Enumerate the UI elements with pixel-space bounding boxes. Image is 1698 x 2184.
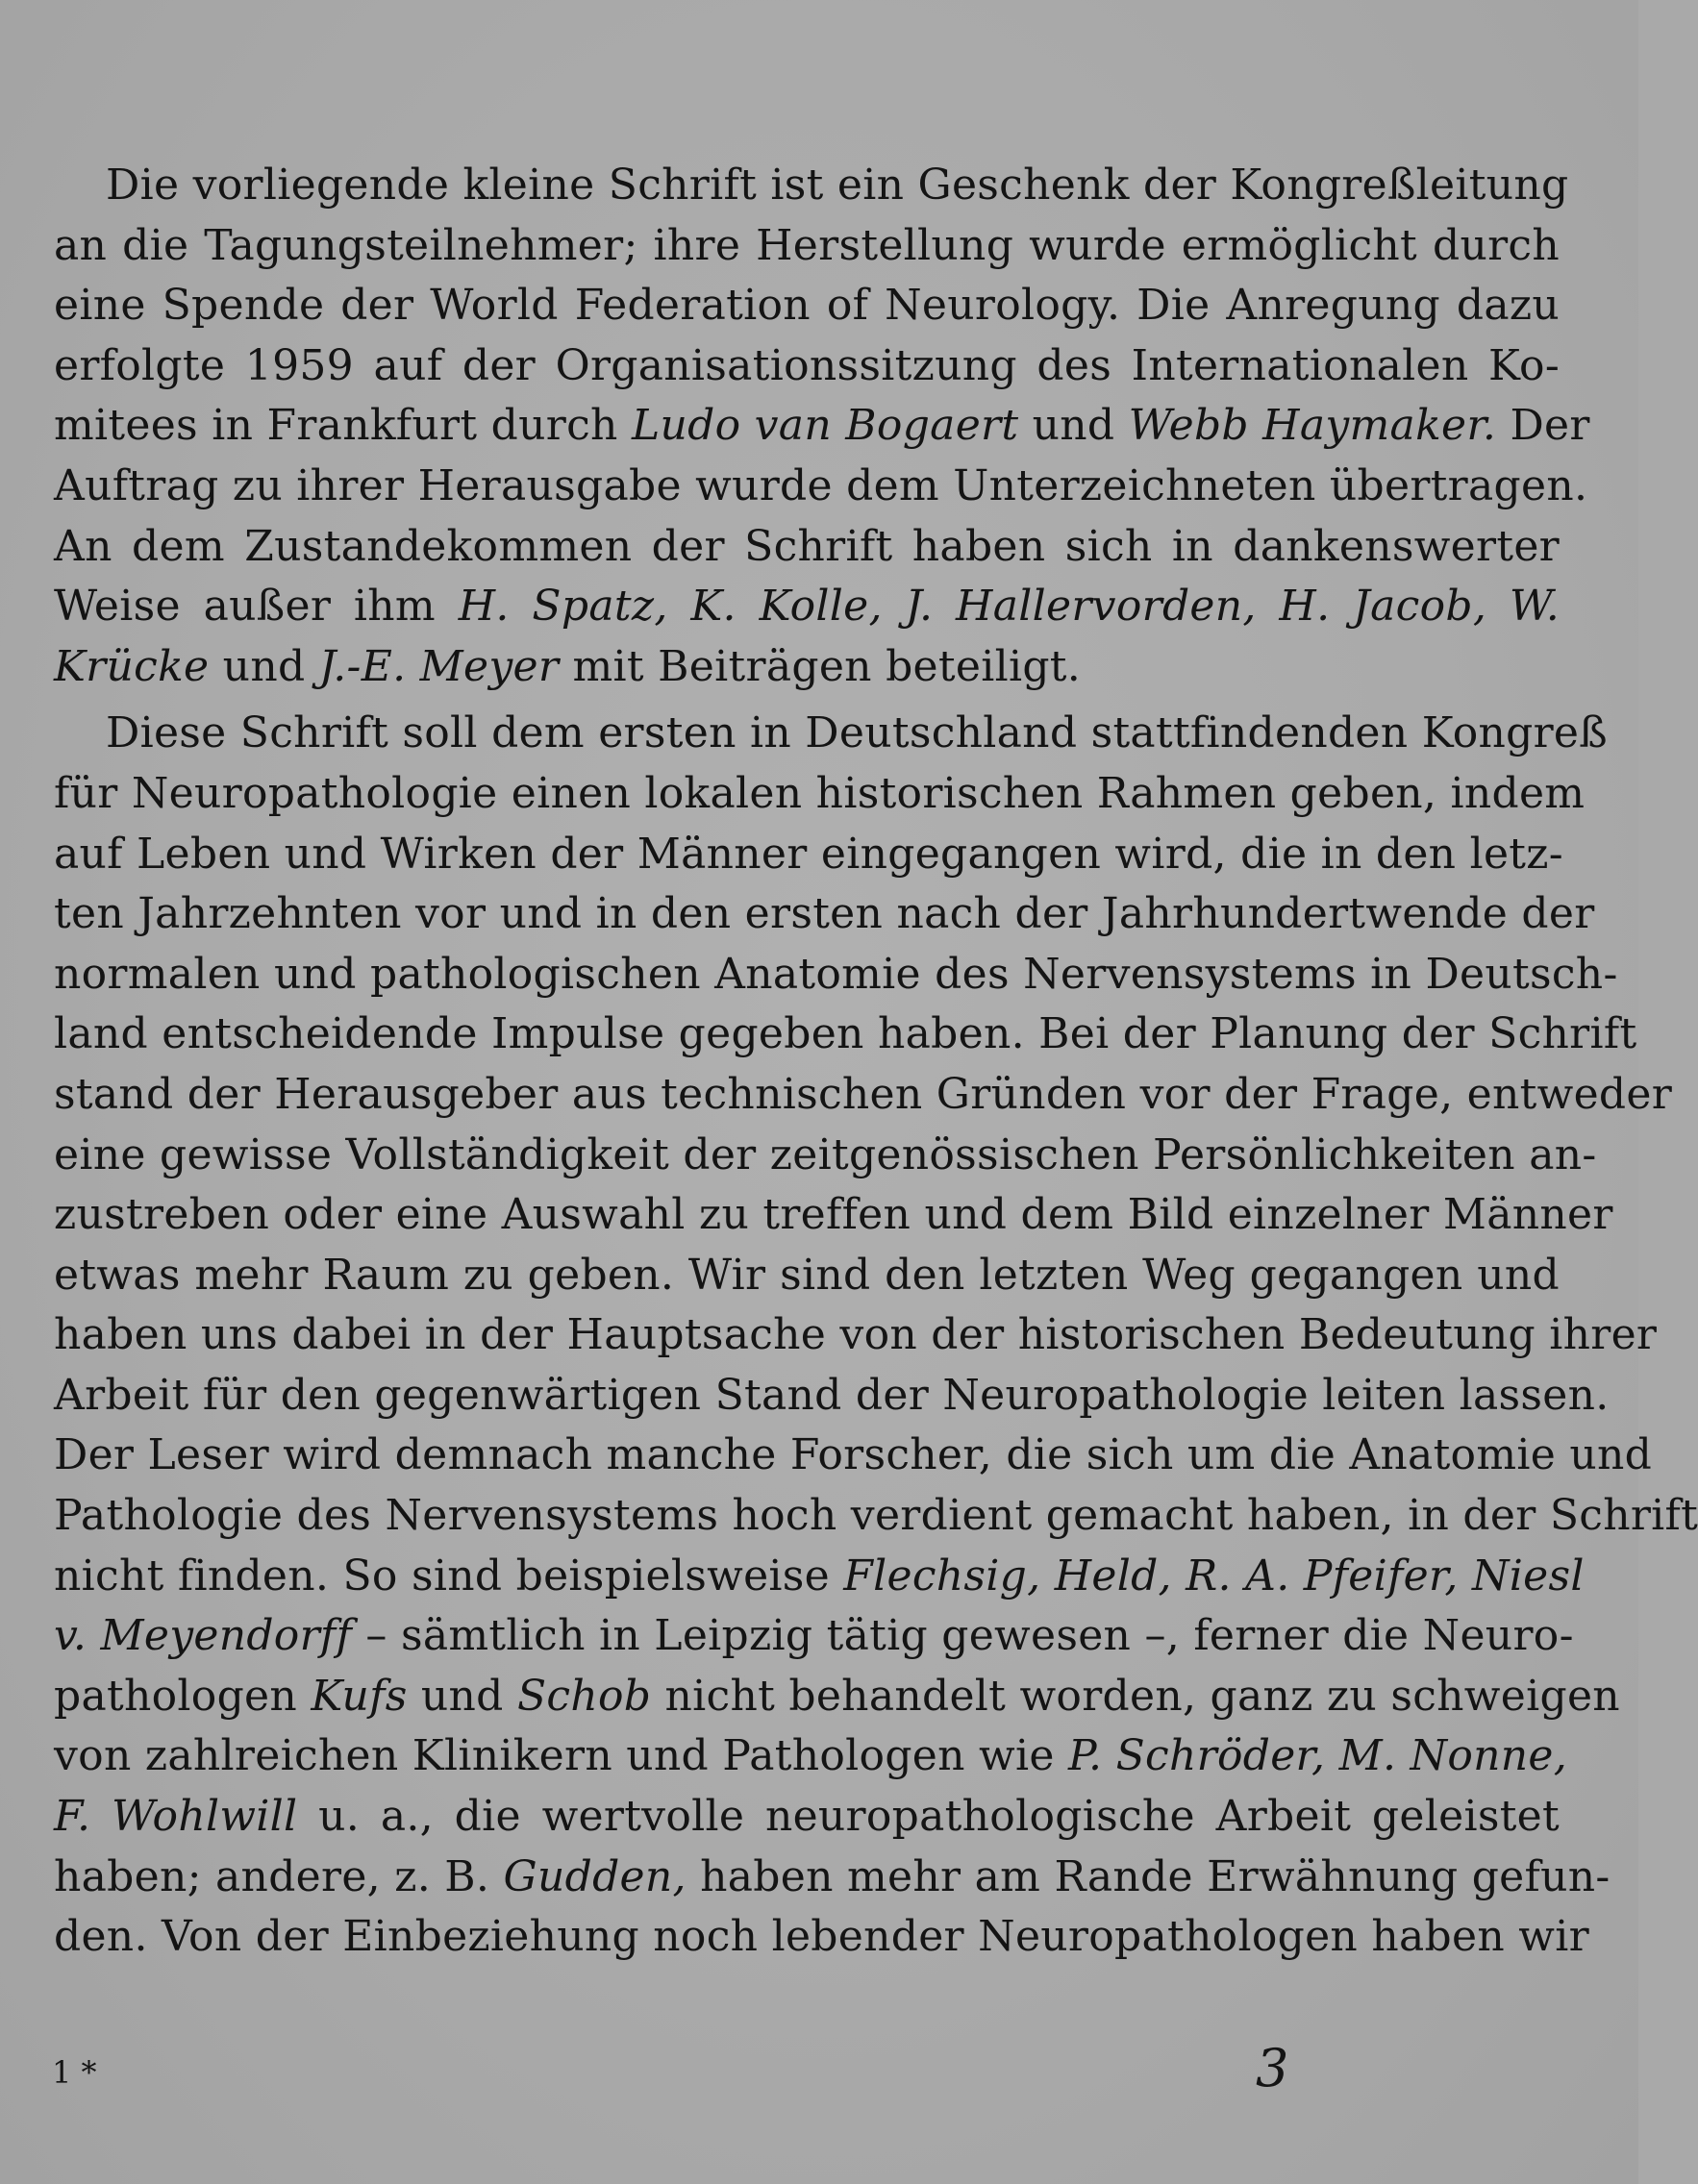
text-line: von zahlreichen Klinikern und Pathologen wie P. Schröder, M. Nonne, xyxy=(54,1731,1568,1781)
page-number: 3 xyxy=(1256,2038,1289,2098)
text-line: nicht finden. So sind beispielsweise Flechsig, Held, R. A. Pfeifer, Niesl xyxy=(54,1551,1585,1601)
text-line: ten Jahrzehnten vor und in den ersten nach der Jahrhundertwende der xyxy=(54,889,1595,939)
text-line: Der Leser wird demnach manche Forscher, die sich um die Anatomie und xyxy=(54,1430,1653,1480)
text-line: Diese Schrift soll dem ersten in Deutschland stattfindenden Kongreß xyxy=(106,708,1608,758)
text-line: land entscheidende Impulse gegeben haben. Bei der Planung der Schrift xyxy=(54,1009,1637,1059)
text-line: Pathologie des Nervensystems hoch verdient gemacht haben, in der Schrift xyxy=(54,1491,1698,1541)
text-line: Krücke und J.-E. Meyer mit Beiträgen beteiligt. xyxy=(54,641,1082,691)
italic-name: Schob xyxy=(516,1671,652,1721)
italic-name: H. Spatz, K. Kolle, J. Hallervorden, H. Jacob, W. xyxy=(458,582,1560,632)
text-line: den. Von der Einbeziehung noch lebender Neuropathologen haben wir xyxy=(54,1912,1589,1962)
italic-name: F. Wohlwill xyxy=(54,1792,298,1842)
italic-name: Flechsig, Held, R. A. Pfeifer, Niesl xyxy=(843,1551,1585,1601)
text-line: erfolgte 1959 auf der Organisationssitzung des Internationalen Ko- xyxy=(54,340,1560,390)
text-line: eine gewisse Vollständigkeit der zeitgenössischen Persönlichkeiten an- xyxy=(54,1129,1597,1179)
paragraph xyxy=(54,704,1698,1967)
text-line: mitees in Frankfurt durch Ludo van Bogaert und Webb Haymaker. Der xyxy=(54,401,1590,451)
italic-name: J.-E. Meyer xyxy=(318,641,560,691)
text-line: Arbeit für den gegenwärtigen Stand der Neuropathologie leiten lassen. xyxy=(54,1370,1610,1420)
text-line: normalen und pathologischen Anatomie des Nervensystems in Deutsch- xyxy=(54,949,1618,999)
italic-name: P. Schröder, M. Nonne, xyxy=(1068,1731,1568,1781)
text-line: stand der Herausgeber aus technischen Gründen vor der Frage, entweder xyxy=(54,1069,1673,1119)
text-line: etwas mehr Raum zu geben. Wir sind den letzten Weg gegangen und xyxy=(54,1250,1560,1300)
body-text xyxy=(54,156,1698,1968)
text-line: eine Spende der World Federation of Neurology. Die Anregung dazu xyxy=(54,281,1560,331)
paragraph xyxy=(54,156,1590,697)
text-line: auf Leben und Wirken der Männer eingegangen wird, die in den letz- xyxy=(54,829,1563,879)
text-line: Auftrag zu ihrer Herausgabe wurde dem Unterzeichneten übertragen. xyxy=(54,460,1588,510)
italic-name: v. Meyendorff xyxy=(54,1611,353,1661)
paragraph-gap xyxy=(54,697,1560,704)
text-line: für Neuropathologie einen lokalen historischen Rahmen geben, indem xyxy=(54,768,1586,818)
text-line: zustreben oder eine Auswahl zu treffen und dem Bild einzelner Männer xyxy=(54,1190,1613,1240)
italic-name: Ludo van Bogaert xyxy=(631,401,1019,451)
text-line: Weise außer ihm H. Spatz, K. Kolle, J. Hallervorden, H. Jacob, W. xyxy=(54,582,1560,632)
text-line: F. Wohlwill u. a., die wertvolle neuropathologische Arbeit geleistet xyxy=(54,1792,1560,1842)
text-line: haben; andere, z. B. Gudden, haben mehr am Rande Erwähnung gefun- xyxy=(54,1851,1611,1901)
italic-name: Kufs xyxy=(311,1671,408,1721)
text-line: an die Tagungsteilnehmer; ihre Herstellung wurde ermöglicht durch xyxy=(54,220,1560,270)
text-line: An dem Zustandekommen der Schrift haben sich in dankenswerter xyxy=(54,521,1560,571)
signature-mark: 1 * xyxy=(52,2054,97,2091)
italic-name: Webb Haymaker. xyxy=(1128,401,1497,451)
text-line: v. Meyendorff – sämtlich in Leipzig tätig gewesen –, ferner die Neuro- xyxy=(54,1611,1574,1661)
italic-name: Gudden, xyxy=(503,1851,687,1901)
italic-name: Krücke xyxy=(54,641,210,691)
text-line: pathologen Kufs und Schob nicht behandelt worden, ganz zu schweigen xyxy=(54,1671,1620,1721)
text-line: haben uns dabei in der Hauptsache von der historischen Bedeutung ihrer xyxy=(54,1310,1658,1360)
text-line: Die vorliegende kleine Schrift ist ein Geschenk der Kongreßleitung xyxy=(106,161,1569,210)
